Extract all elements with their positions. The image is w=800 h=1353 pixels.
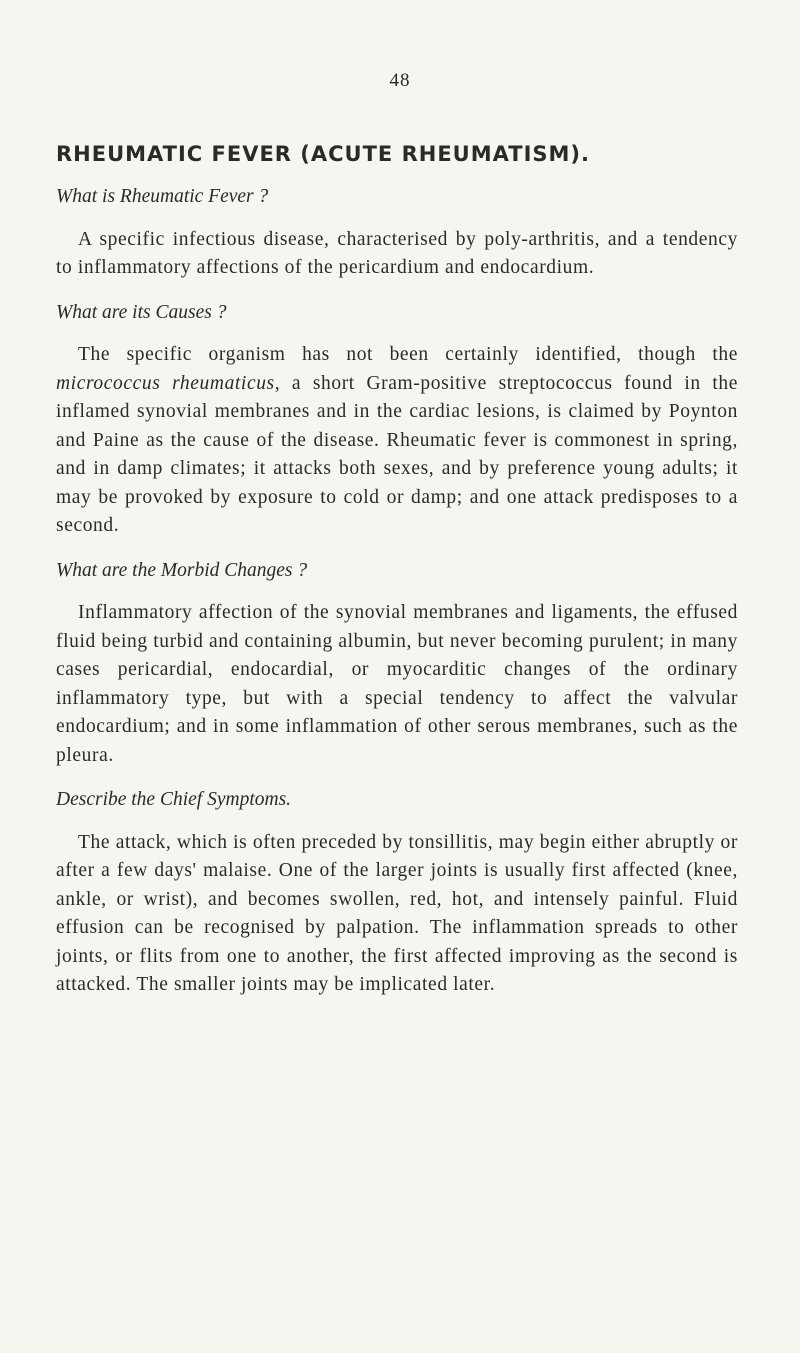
chapter-title: RHEUMATIC FEVER (ACUTE RHEUMATISM). — [56, 142, 590, 166]
question-heading: What are its Causes ? — [56, 301, 227, 323]
answer-paragraph: The attack, which is often preceded by tonsillitis, may begin either abruptly or after a few days' malaise. One of the larger joints is usually first affected (knee, ankle, or wrist), and becomes swollen, red, hot, and intensely painful. Fluid effusion can be recognised by palpation. The inflammation spreads to other joints, or flits from one to another, the first affected improving as the second is attacked. The smaller joints may be implicated later. — [56, 831, 738, 995]
answer-paragraph: A specific infectious disease, characterised by poly-arthritis, and a tendency to inflammatory affections of the pericardium and endocardium. — [56, 228, 738, 278]
organism-name: micrococcus rheumaticus — [56, 372, 275, 394]
answer-paragraph — [56, 341, 738, 541]
answer-text: The specific organism has not been certainly identified, though the — [78, 344, 738, 365]
question-heading: What is Rheumatic Fever ? — [56, 186, 269, 207]
question-heading: Describe the Chief Symptoms. — [56, 789, 292, 810]
answer-paragraph: Inflammatory affection of the synovial membranes and ligaments, the effused fluid being turbid and containing albumin, but never becoming purulent; in many cases pericardial, endocardial, or myocarditic changes of the ordinary inflammatory type, but with a special tendency to affect the valvular endocardium; and in some inflammation of other serous membranes, such as the pleura. — [56, 602, 738, 766]
question-heading: What are the Morbid Changes ? — [56, 559, 308, 581]
answer-text: , a short Gram-positive streptococcus found in the inflamed synovial membranes and in the cardiac lesions, is claimed by Poynton and Paine as the cause of the disease. Rheumatic fever is commonest in spring, and in damp climates; it attacks both sexes, and by preference young adults; it may be provoked by exposure to cold or damp; and one attack predisposes to a second. — [56, 372, 738, 536]
page-number: 48 — [389, 70, 411, 91]
page-body — [56, 183, 738, 1016]
